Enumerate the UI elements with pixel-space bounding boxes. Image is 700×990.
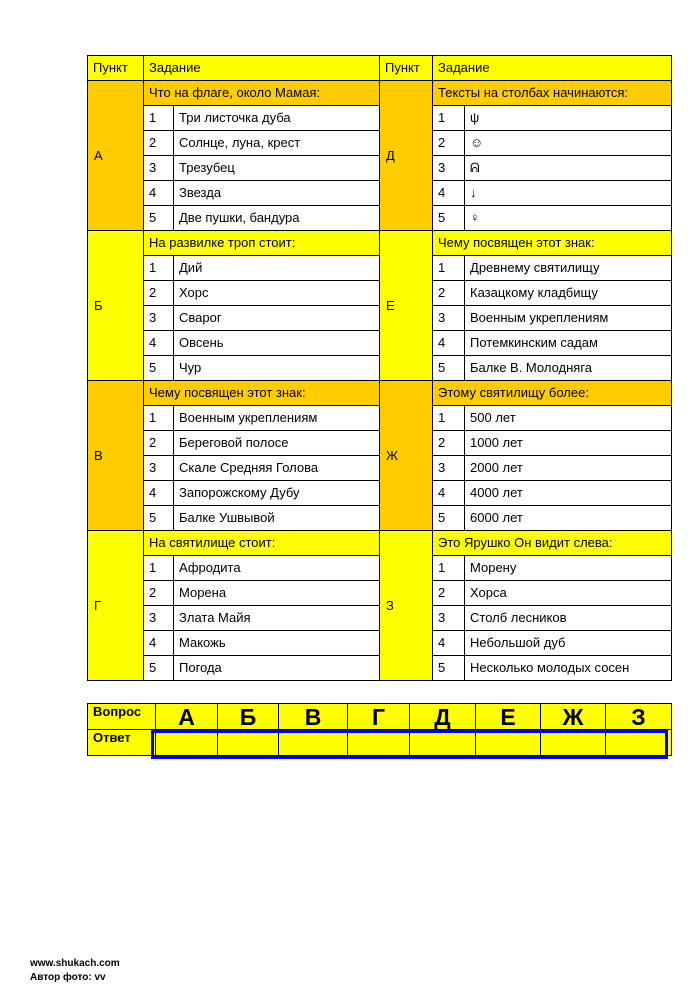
section-letter: Б xyxy=(88,231,144,381)
option-number: 5 xyxy=(433,656,465,681)
option-text[interactable]: Казацкому кладбищу xyxy=(465,281,672,306)
section-question: Чему посвящен этот знак: xyxy=(433,231,672,256)
option-text[interactable]: Небольшой дуб xyxy=(465,631,672,656)
option-number: 3 xyxy=(144,156,174,181)
option-number: 1 xyxy=(144,256,174,281)
answer-col-e: Е xyxy=(476,704,541,730)
option-text[interactable]: 2000 лет xyxy=(465,456,672,481)
section-letter: А xyxy=(88,81,144,231)
option-text[interactable]: 500 лет xyxy=(465,406,672,431)
header-row xyxy=(88,56,672,81)
section-question: Это Ярушко Он видит слева: xyxy=(433,531,672,556)
option-text[interactable]: Дий xyxy=(174,256,380,281)
option-number: 5 xyxy=(144,506,174,531)
quiz-table xyxy=(87,55,672,681)
option-number: 3 xyxy=(144,456,174,481)
option-text[interactable]: Морену xyxy=(465,556,672,581)
option-number: 4 xyxy=(144,331,174,356)
option-text[interactable]: ☺ xyxy=(465,131,672,156)
section-question: Этому святилищу более: xyxy=(433,381,672,406)
option-number: 5 xyxy=(433,356,465,381)
option-text[interactable]: Балке В. Молодняга xyxy=(465,356,672,381)
option-number: 4 xyxy=(433,181,465,206)
option-number: 2 xyxy=(433,581,465,606)
option-text[interactable]: Военным укреплениям xyxy=(174,406,380,431)
answer-col-d: Д xyxy=(410,704,476,730)
option-text[interactable]: Звезда xyxy=(174,181,380,206)
option-number: 2 xyxy=(433,431,465,456)
section-question-row xyxy=(88,381,672,406)
header-task-right: Задание xyxy=(433,56,672,81)
option-text[interactable]: Морена xyxy=(174,581,380,606)
option-text[interactable]: Три листочка дуба xyxy=(174,106,380,131)
option-text[interactable]: ↓ xyxy=(465,181,672,206)
option-number: 4 xyxy=(433,481,465,506)
option-number: 5 xyxy=(144,206,174,231)
option-text[interactable]: Солнце, луна, крест xyxy=(174,131,380,156)
option-text[interactable]: Сварог xyxy=(174,306,380,331)
section-question-row xyxy=(88,231,672,256)
option-text[interactable]: Потемкинским садам xyxy=(465,331,672,356)
section-letter: В xyxy=(88,381,144,531)
option-text[interactable]: Макожь xyxy=(174,631,380,656)
answer-col-v: В xyxy=(279,704,348,730)
footer-author: Автор фото: vv xyxy=(30,972,106,983)
section-question-row xyxy=(88,81,672,106)
option-number: 2 xyxy=(144,581,174,606)
option-text[interactable]: ♀ xyxy=(465,206,672,231)
option-number: 2 xyxy=(433,281,465,306)
option-text[interactable]: Погода xyxy=(174,656,380,681)
option-number: 5 xyxy=(144,356,174,381)
option-text[interactable]: Две пушки, бандура xyxy=(174,206,380,231)
option-text[interactable]: 4000 лет xyxy=(465,481,672,506)
option-number: 2 xyxy=(144,431,174,456)
section-question: Тексты на столбах начинаются: xyxy=(433,81,672,106)
option-text[interactable]: Столб лесников xyxy=(465,606,672,631)
option-number: 3 xyxy=(433,156,465,181)
option-text[interactable]: Хорс xyxy=(174,281,380,306)
option-text[interactable]: Береговой полосе xyxy=(174,431,380,456)
option-number: 4 xyxy=(144,481,174,506)
section-question: На развилке троп стоит: xyxy=(144,231,380,256)
option-number: 5 xyxy=(144,656,174,681)
option-number: 2 xyxy=(144,131,174,156)
section-letter: Е xyxy=(380,231,433,381)
option-number: 4 xyxy=(433,631,465,656)
answer-cell-g[interactable] xyxy=(348,730,410,756)
option-text[interactable]: Трезубец xyxy=(174,156,380,181)
option-number: 3 xyxy=(144,606,174,631)
option-text[interactable]: ψ xyxy=(465,106,672,131)
header-task-left: Задание xyxy=(144,56,380,81)
section-letter: Д xyxy=(380,81,433,231)
option-number: 1 xyxy=(144,556,174,581)
answer-cell-d[interactable] xyxy=(410,730,476,756)
option-number: 4 xyxy=(144,181,174,206)
header-point-right: Пункт xyxy=(380,56,433,81)
option-number: 4 xyxy=(144,631,174,656)
option-text[interactable]: Военным укреплениям xyxy=(465,306,672,331)
option-text[interactable]: Афродита xyxy=(174,556,380,581)
answer-col-zh: Ж xyxy=(541,704,606,730)
answer-cell-zh[interactable] xyxy=(541,730,606,756)
option-number: 1 xyxy=(433,406,465,431)
section-question: Что на флаге, около Мамая: xyxy=(144,81,380,106)
option-number: 2 xyxy=(144,281,174,306)
option-number: 1 xyxy=(433,556,465,581)
answer-table xyxy=(87,703,672,756)
option-number: 4 xyxy=(433,331,465,356)
option-text[interactable]: Хорса xyxy=(465,581,672,606)
answer-cell-a[interactable] xyxy=(156,730,218,756)
option-number: 1 xyxy=(144,406,174,431)
answer-label: Ответ xyxy=(88,730,156,756)
option-text[interactable]: Овсень xyxy=(174,331,380,356)
answer-col-z: З xyxy=(606,704,672,730)
option-number: 3 xyxy=(433,306,465,331)
answer-col-g: Г xyxy=(348,704,410,730)
option-number: 1 xyxy=(433,106,465,131)
option-text[interactable]: 1000 лет xyxy=(465,431,672,456)
option-number: 3 xyxy=(433,456,465,481)
option-text[interactable]: Несколько молодых сосен xyxy=(465,656,672,681)
option-text[interactable]: Чур xyxy=(174,356,380,381)
answer-col-b: Б xyxy=(218,704,279,730)
section-question-row xyxy=(88,531,672,556)
option-number: 5 xyxy=(433,506,465,531)
option-text[interactable]: 6000 лет xyxy=(465,506,672,531)
section-letter: Г xyxy=(88,531,144,681)
option-number: 3 xyxy=(144,306,174,331)
answer-cell-e[interactable] xyxy=(476,730,541,756)
option-number: 2 xyxy=(433,131,465,156)
option-text[interactable]: Древнему святилищу xyxy=(465,256,672,281)
option-text[interactable]: Запорожскому Дубу xyxy=(174,481,380,506)
option-number: 5 xyxy=(433,206,465,231)
answer-cell-v[interactable] xyxy=(279,730,348,756)
section-question: На святилище стоит: xyxy=(144,531,380,556)
option-text[interactable]: ᕱ xyxy=(465,156,672,181)
answer-question-row xyxy=(88,704,672,730)
answer-col-a: А xyxy=(156,704,218,730)
answer-cell-b[interactable] xyxy=(218,730,279,756)
question-label: Вопрос xyxy=(88,704,156,730)
section-letter: Ж xyxy=(380,381,433,531)
section-letter: З xyxy=(380,531,433,681)
answer-cell-z[interactable] xyxy=(606,730,672,756)
footer-site: www.shukach.com xyxy=(30,958,120,969)
option-number: 1 xyxy=(144,106,174,131)
header-point-left: Пункт xyxy=(88,56,144,81)
option-number: 1 xyxy=(433,256,465,281)
answer-row xyxy=(88,730,672,756)
section-question: Чему посвящен этот знак: xyxy=(144,381,380,406)
option-text[interactable]: Скале Средняя Голова xyxy=(174,456,380,481)
option-text[interactable]: Злата Майя xyxy=(174,606,380,631)
option-text[interactable]: Балке Ушвывой xyxy=(174,506,380,531)
option-number: 3 xyxy=(433,606,465,631)
